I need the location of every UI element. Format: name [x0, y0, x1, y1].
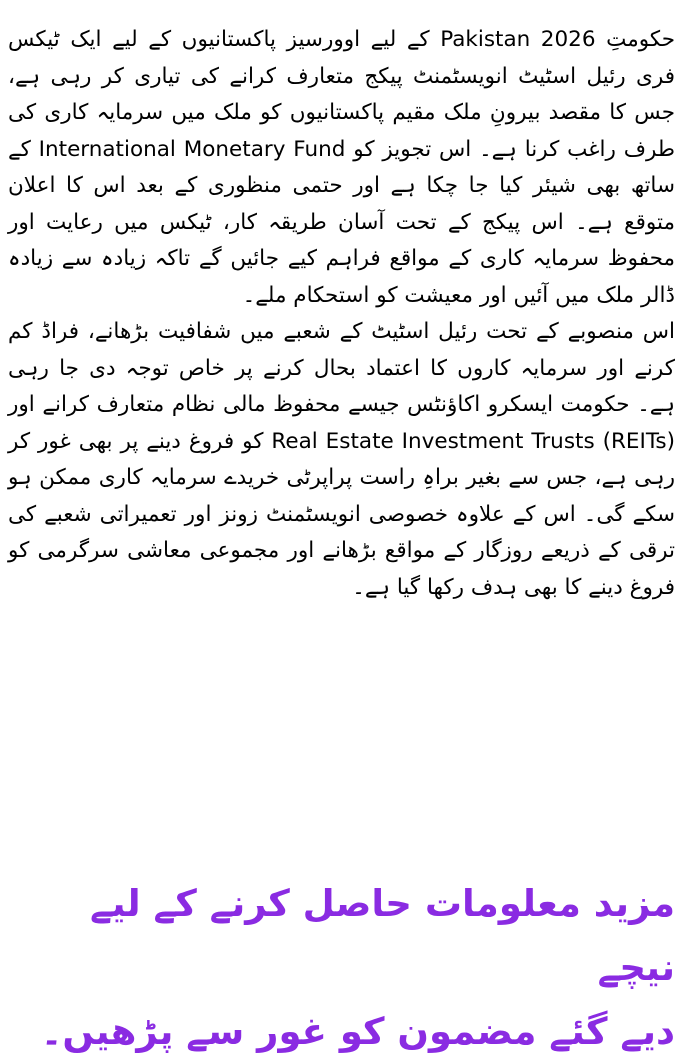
- read-more-callout-line-2: دیے گئے مضمون کو غور سے پڑھیں۔: [40, 1010, 675, 1053]
- article-paragraph-1: حکومتِ Pakistan 2026 کے لیے اوورسیز پاکستانیوں کے لیے ایک ٹیکس فری رئیل اسٹیٹ انویسٹمنٹ پیکج متعارف کرانے کی تیاری کر رہی ہے، جس کا مقصد بیرونِ ملک مقیم پاکستانیوں کو ملک میں سرمایہ کاری کی طرف راغب کرنا ہے۔ اس تجویز کو International Monetary Fund کے ساتھ بھی شیئر کیا جا چکا ہے اور حتمی منظوری کے بعد اس کا اعلان متوقع ہے۔ اس پیکج کے تحت آسان طریقہ کار، ٹیکس میں رعایت اور محفوظ سرمایہ کاری کے مواقع فراہم کیے جائیں گے تاکہ زیادہ سے زیادہ ڈالر ملک میں آئیں اور معیشت کو استحکام ملے۔: [8, 27, 675, 308]
- article-body: [8, 22, 675, 606]
- article-paragraph-2: اس منصوبے کے تحت رئیل اسٹیٹ کے شعبے میں شفافیت بڑھانے، فراڈ کم کرنے اور سرمایہ کاروں کا اعتماد بحال کرنے پر خاص توجہ دی جا رہی ہے۔ حکومت ایسکرو اکاؤنٹس جیسے محفوظ مالی نظام متعارف کرانے اور Real Estate Investment Trusts (REITs) کو فروغ دینے پر بھی غور کر رہی ہے، جس سے بغیر براہِ راست پراپرٹی خریدے سرمایہ کاری ممکن ہو سکے گی۔ اس کے علاوہ خصوصی انویسٹمنٹ زونز اور تعمیراتی شعبے کی ترقی کے ذریعے روزگار کے مواقع بڑھانے اور مجموعی معاشی سرگرمی کو فروغ دینے کا بھی ہدف رکھا گیا ہے۔: [8, 319, 675, 600]
- read-more-callout-line-1: مزید معلومات حاصل کرنے کے لیے نیچے: [90, 882, 675, 989]
- read-more-callout: [8, 872, 675, 1064]
